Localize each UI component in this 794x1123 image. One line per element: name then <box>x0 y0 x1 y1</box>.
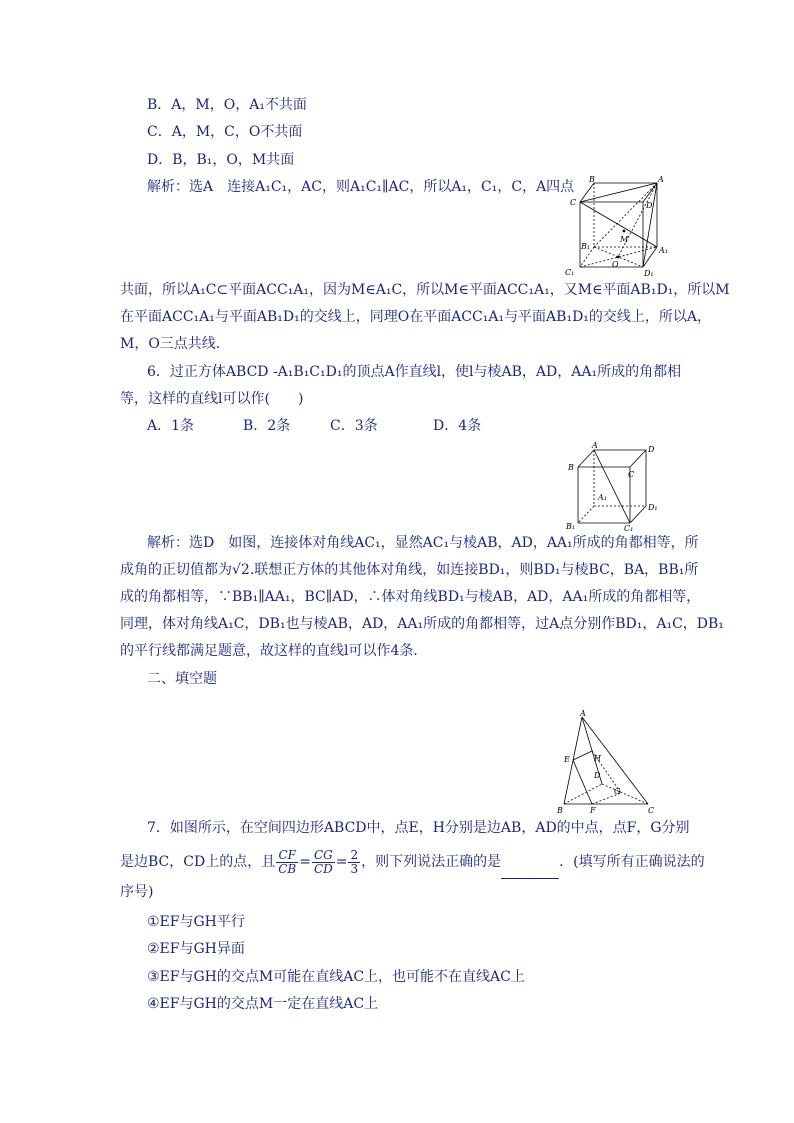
label-b: B <box>568 463 574 472</box>
label-c1: C₁ <box>624 524 634 532</box>
q5-option-c: C．A，M，C，O不共面 <box>147 124 303 140</box>
label-b: B <box>589 175 595 184</box>
fraction-denominator: CD <box>313 861 333 876</box>
q6-solution-line: 成的角都相等，∵BB₁∥AA₁，BC∥AD，∴体对角线BD₁与棱AB，AD，AA₁所成的角都相等， <box>120 589 701 605</box>
label-a: A <box>592 441 598 450</box>
q5-solution-line: 共面，所以A₁C⊂平面ACC₁A₁，因为M∈A₁C，所以M∈平面ACC₁A₁，又M∈平面AB₁D₁，所以M <box>120 282 730 298</box>
q7-choice: ④EF与GH的交点M一定在直线AC上 <box>147 996 379 1012</box>
q7-stem-text: 是边BC，CD上的点，且 <box>120 854 276 870</box>
label-a1: A₁ <box>598 493 607 502</box>
q6-solution-line <box>120 560 698 580</box>
label-d: D <box>646 201 653 210</box>
q7-stem-text: ，则下列说法正确的是 <box>361 854 502 870</box>
q7-stem <box>120 845 705 879</box>
label-e: E <box>564 755 570 764</box>
equals-sign: = <box>335 854 348 870</box>
label-a: A <box>580 710 586 718</box>
fraction-denominator: 3 <box>350 861 359 876</box>
tetrahedron-figure <box>552 710 662 818</box>
cube-figure-2 <box>560 440 665 532</box>
q7-stem: 7．如图所示，在空间四边形ABCD中，点E，H分别是边AB，AD的中点，点F，G分别 <box>147 820 690 836</box>
label-a: A <box>658 175 664 184</box>
q7-choice: ③EF与GH的交点M可能在直线AC上，也可能不在直线AC上 <box>147 969 525 985</box>
equals-sign: = <box>299 854 311 870</box>
label-d1: D₁ <box>648 503 658 512</box>
q6-solution-line: 解析：选D 如图，连接体对角线AC₁，显然AC₁与棱AB，AD，AA₁所成的角都相等，所 <box>147 535 699 551</box>
q5-solution-line: 在平面ACC₁A₁与平面AB₁D₁的交线上，同理O在平面ACC₁A₁与平面AB₁D₁的交线上，所以A， <box>120 309 712 325</box>
cube-figure-1 <box>560 175 672 280</box>
q5-option-b: B．A，M，O，A₁不共面 <box>147 97 307 113</box>
q6-option-b: B．2条 <box>243 418 291 434</box>
label-a1: A₁ <box>659 246 668 255</box>
label-f: F <box>590 806 596 815</box>
q7-stem-text: ．(填写所有正确说法的 <box>559 854 705 870</box>
q5-solution-line: 解析：选A 连接A₁C₁，AC，则A₁C₁∥AC，所以A₁，C₁，C，A四点 <box>147 179 575 195</box>
q7-stem: 序号) <box>120 884 154 900</box>
q6-option-d: D．4条 <box>433 418 482 434</box>
fraction-denominator: CB <box>278 861 297 876</box>
label-g: G <box>614 787 621 796</box>
label-d: D <box>594 771 601 780</box>
label-c1: C₁ <box>565 268 575 277</box>
fraction-two-thirds <box>348 849 360 876</box>
label-b: B <box>557 806 563 815</box>
section-title: 二、填空题 <box>147 671 217 687</box>
fraction-numerator: CG <box>312 849 335 863</box>
q5-solution-line: M，O三点共线． <box>120 336 230 352</box>
sqrt-two: √2 <box>232 562 250 578</box>
fraction-numerator: 2 <box>350 847 359 862</box>
answer-blank[interactable] <box>501 864 559 879</box>
q6-stem: 等，这样的直线l可以作( ) <box>120 391 304 407</box>
q6-solution-line: 同理，体对角线A₁C，DB₁也与棱AB，AD，AA₁所成的角都相等，过A点分别作BD₁，A₁C，DB₁ <box>120 616 724 632</box>
q6-option-a: A．1条 <box>147 418 195 434</box>
label-c: C <box>628 470 635 479</box>
label-c: C <box>570 198 577 207</box>
label-h: H <box>594 754 601 763</box>
label-o: O <box>612 260 619 269</box>
label-b1: B₁ <box>581 242 591 251</box>
q6-stem: 6．过正方体ABCD -A₁B₁C₁D₁的顶点A作直线l，使l与棱AB，AD，AA₁所成的角都相 <box>147 364 682 380</box>
fraction-numerator: CF <box>276 849 298 863</box>
label-d: D <box>648 445 655 454</box>
q6-solution-text: 成角的正切值都为 <box>120 562 232 578</box>
q6-solution-line: 的平行线都满足题意，故这样的直线l可以作4条． <box>120 643 428 659</box>
q6-solution-text: .联想正方体的其他体对角线，如连接BD₁，则BD₁与棱BC，BA，BB₁所 <box>249 562 699 578</box>
label-d1: D₁ <box>644 269 654 278</box>
fraction-cg-cd <box>312 849 335 876</box>
fraction-cf-cb <box>276 849 298 876</box>
label-m: M <box>620 235 629 244</box>
q7-choice: ②EF与GH异面 <box>147 941 245 957</box>
q5-option-d: D．B，B₁，O，M共面 <box>147 152 295 168</box>
q7-choice: ①EF与GH平行 <box>147 914 245 930</box>
q6-option-c: C．3条 <box>330 418 378 434</box>
label-b1: B₁ <box>566 522 576 531</box>
label-c: C <box>648 806 655 815</box>
